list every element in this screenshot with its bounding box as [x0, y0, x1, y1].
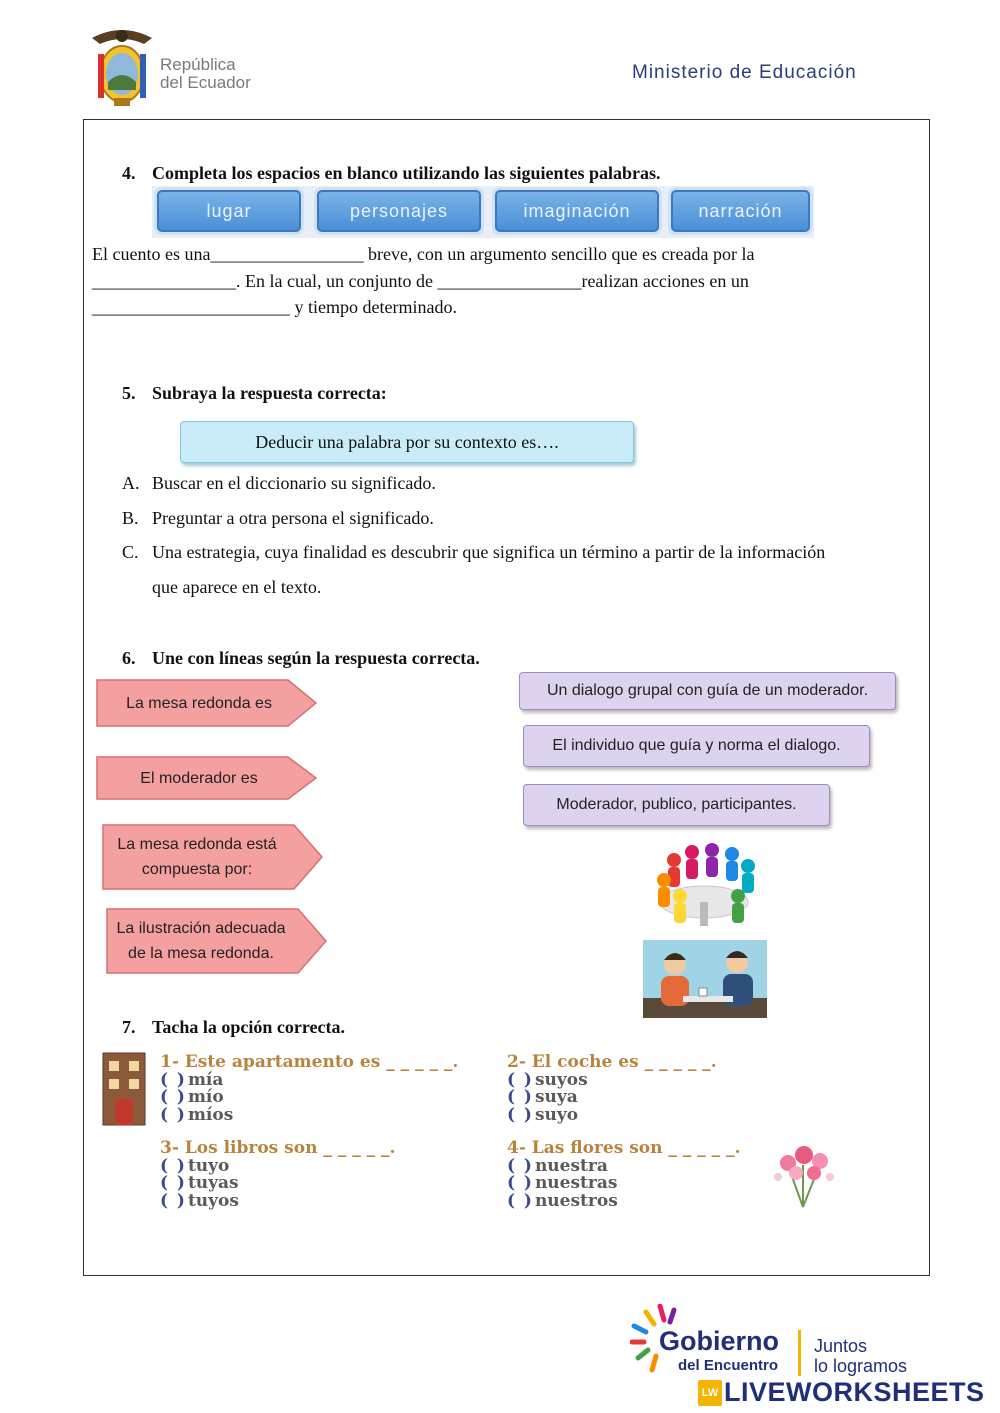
q7-option-tuyos[interactable]: [160, 1190, 395, 1211]
q7-option-mios[interactable]: [160, 1104, 458, 1125]
ministry-title: Ministerio de Educación: [632, 62, 857, 83]
q7-option-tuyas[interactable]: [160, 1175, 395, 1193]
slogan-line2: lo logramos: [814, 1356, 908, 1376]
q5-option-c[interactable]: [122, 543, 912, 605]
q7-option-nuestros[interactable]: [507, 1190, 741, 1211]
q5-option-b[interactable]: [122, 508, 434, 529]
checkbox-icon[interactable]: ( ): [507, 1155, 531, 1176]
checkbox-icon[interactable]: ( ): [507, 1190, 531, 1211]
left-item-moderador[interactable]: [96, 756, 318, 800]
left-item-mesa-redonda[interactable]: [96, 679, 318, 727]
right-item-componentes[interactable]: Moderador, publico, participantes.: [523, 784, 830, 826]
checkbox-icon[interactable]: ( ): [160, 1087, 184, 1107]
q7-option-suyo[interactable]: [507, 1104, 717, 1125]
checkbox-icon[interactable]: ( ): [160, 1173, 184, 1193]
checkbox-icon[interactable]: ( ): [507, 1069, 531, 1090]
q5-number: 5.: [122, 383, 136, 403]
option-text-continued: que aparece en el texto.: [152, 577, 322, 597]
gobierno-title: Gobierno: [659, 1326, 779, 1356]
option-label: suyos: [534, 1069, 588, 1090]
option-label: nuestros: [534, 1190, 618, 1211]
q7-group-4: [507, 1140, 741, 1210]
q7-question-2: 2- El coche es _ _ _ _ _.: [507, 1052, 717, 1072]
left-item-ilustracion[interactable]: [106, 908, 328, 974]
checkbox-icon[interactable]: ( ): [507, 1104, 531, 1125]
word-button-narracion[interactable]: narración: [671, 190, 810, 232]
q7-group-3: [160, 1140, 395, 1210]
option-label: tuyos: [187, 1190, 239, 1211]
word-button-imaginacion[interactable]: imaginación: [495, 190, 659, 232]
q4-paragraph: [92, 241, 922, 321]
left-item-text-line2: de la mesa redonda.: [128, 945, 274, 962]
option-label: suyo: [534, 1104, 579, 1125]
option-letter: C.: [122, 542, 139, 562]
left-item-text-line2: compuesta por:: [141, 861, 253, 878]
checkbox-icon[interactable]: ( ): [507, 1173, 531, 1193]
checkbox-icon[interactable]: ( ): [507, 1087, 531, 1107]
q7-group-1: [160, 1054, 458, 1124]
q7-question-1: 1- Este apartamento es _ _ _ _ _.: [160, 1052, 459, 1072]
checkbox-icon[interactable]: ( ): [160, 1069, 184, 1090]
q6-title-text: Une con líneas según la respuesta correcta.: [152, 648, 480, 668]
q7-number: 7.: [122, 1017, 136, 1037]
q6-number: 6.: [122, 648, 136, 668]
apartment-building-illustration: [101, 1051, 147, 1127]
country-name-line2: del Ecuador: [160, 73, 251, 92]
q4-number: 4.: [122, 163, 136, 183]
liveworksheets-badge-icon: LW: [698, 1380, 722, 1406]
option-text: Preguntar a otra persona el significado.: [152, 508, 434, 528]
gobierno-subtitle: del Encuentro: [678, 1357, 779, 1374]
q7-question-4: 4- Las flores son _ _ _ _ _.: [507, 1138, 741, 1158]
q7-option-nuestras[interactable]: [507, 1175, 741, 1193]
left-item-text-line1: La ilustración adecuada: [116, 920, 286, 937]
footer-divider: [798, 1330, 801, 1376]
q5-option-a[interactable]: [122, 473, 436, 494]
option-letter: B.: [122, 508, 139, 528]
two-people-dialogue-illustration[interactable]: [643, 940, 767, 1018]
q7-option-mio[interactable]: [160, 1089, 458, 1107]
q6-title: [122, 648, 480, 669]
left-item-text: El moderador es: [140, 769, 258, 787]
liveworksheets-wordmark[interactable]: LIVEWORKSHEETS: [724, 1377, 985, 1407]
q4-title: [122, 163, 661, 184]
flowers-illustration: [768, 1137, 838, 1211]
q4-line-2: ________________. En la cual, un conjunto de ________________realizan acciones en un: [92, 270, 749, 291]
right-item-dialogo-grupal[interactable]: Un dialogo grupal con guía de un moderador.: [519, 672, 896, 710]
right-item-individuo[interactable]: El individuo que guía y norma el dialogo.: [523, 725, 870, 767]
option-label: mío: [187, 1087, 224, 1107]
country-name-line1: República: [160, 55, 236, 74]
option-text: Buscar en el diccionario su significado.: [152, 473, 436, 493]
option-label: suya: [534, 1087, 578, 1107]
word-button-lugar[interactable]: lugar: [157, 190, 301, 232]
option-label: nuestra: [534, 1155, 608, 1176]
q4-line-3: ______________________ y tiempo determinado.: [92, 297, 457, 317]
q7-title: [122, 1017, 345, 1038]
checkbox-icon[interactable]: ( ): [160, 1155, 184, 1176]
option-letter: A.: [122, 473, 140, 493]
left-item-text: La mesa redonda es: [126, 694, 272, 712]
left-item-text-line1: La mesa redonda está: [117, 836, 277, 853]
word-button-personajes[interactable]: personajes: [317, 190, 481, 232]
slogan-line1: Juntos: [814, 1336, 868, 1356]
option-label: míos: [187, 1104, 234, 1125]
q5-prompt-box: Deducir una palabra por su contexto es….: [180, 421, 634, 463]
q4-title-text: Completa los espacios en blanco utilizando las siguientes palabras.: [152, 163, 661, 183]
ecuador-coat-of-arms: [84, 24, 160, 110]
round-table-illustration[interactable]: [634, 840, 767, 932]
left-item-compuesta[interactable]: [102, 824, 324, 890]
q7-title-text: Tacha la opción correcta.: [152, 1017, 345, 1037]
checkbox-icon[interactable]: ( ): [160, 1104, 184, 1125]
option-label: tuyas: [187, 1173, 239, 1193]
q7-question-3: 3- Los libros son _ _ _ _ _.: [160, 1138, 396, 1158]
q7-option-suya[interactable]: [507, 1089, 717, 1107]
q5-title-text: Subraya la respuesta correcta:: [152, 383, 387, 403]
option-label: nuestras: [534, 1173, 618, 1193]
option-label: mía: [187, 1069, 224, 1090]
q5-title: [122, 383, 387, 404]
checkbox-icon[interactable]: ( ): [160, 1190, 184, 1211]
option-label: tuyo: [187, 1155, 230, 1176]
q4-line-1: El cuento es una_________________ breve, con un argumento sencillo que es creada por la: [92, 244, 755, 264]
option-text: Una estrategia, cuya finalidad es descubrir que significa un término a partir de la información: [152, 542, 826, 562]
q7-group-2: [507, 1054, 717, 1124]
